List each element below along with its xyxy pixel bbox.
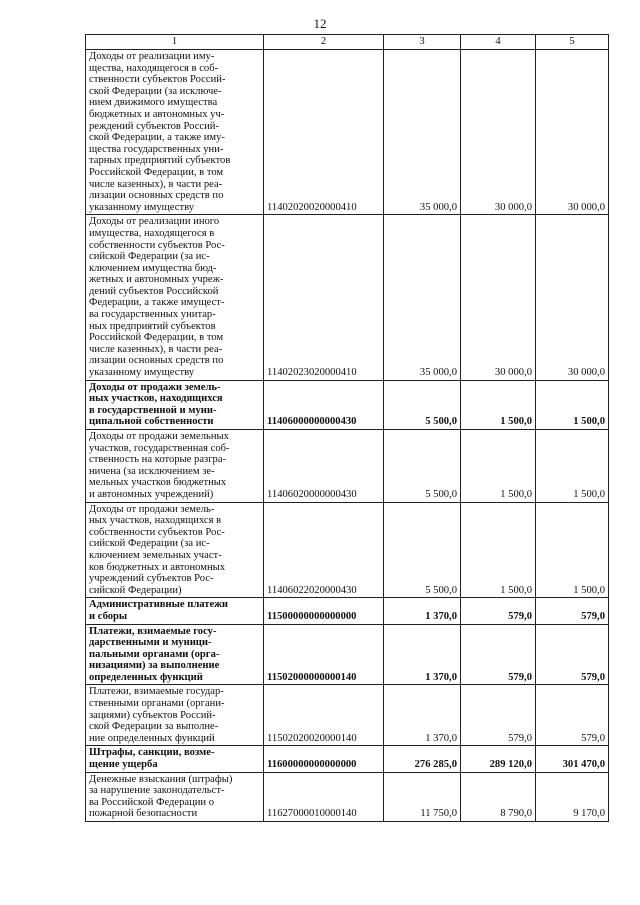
row-name-line: учреждений субъектов Рос-	[89, 573, 214, 585]
row-value-2025-cell: 579,0	[461, 685, 536, 746]
column-header: 5	[536, 35, 609, 50]
row-name-line: ние определенных функций	[89, 732, 215, 744]
row-name-line: лизации основных средств по	[89, 355, 224, 367]
row-name-line: ничена (за исключением зе-	[89, 465, 215, 477]
row-name-line: щение ущерба	[89, 759, 158, 771]
row-code-cell: 11502000000000140	[264, 624, 384, 685]
row-value-2026-cell: 301 470,0	[536, 746, 609, 772]
row-name-line: сийской Федерации (за ис-	[89, 538, 210, 550]
row-name-line: определенных функций	[89, 671, 203, 683]
row-value-2024-cell: 5 500,0	[384, 430, 461, 503]
row-name-line: числе казенных), в части реа-	[89, 343, 223, 355]
row-name-line: сийской Федерации (за ис-	[89, 251, 210, 263]
row-name-line: ных участков, находящихся	[89, 393, 223, 405]
column-header: 4	[461, 35, 536, 50]
row-name-line: ков бюджетных и автономных	[89, 561, 226, 573]
row-name-line: дений субъектов Российской	[89, 285, 219, 297]
row-value-2024-cell: 276 285,0	[384, 746, 461, 772]
row-value-2026-cell: 1 500,0	[536, 430, 609, 503]
table-row	[86, 598, 609, 624]
row-name-line: бюджетных и автономных уч-	[89, 108, 225, 120]
row-code-cell: 11406022020000430	[264, 502, 384, 598]
row-value-2024-cell: 1 370,0	[384, 624, 461, 685]
row-code-cell: 11402020020000410	[264, 50, 384, 215]
row-name-line: собственности субъектов Рос-	[89, 526, 225, 538]
row-value-2026-cell: 579,0	[536, 598, 609, 624]
row-name-cell	[86, 624, 264, 685]
row-name-line: жетных и автономных учреж-	[89, 274, 224, 286]
row-value-2026-cell: 579,0	[536, 624, 609, 685]
row-value-2024-cell: 1 370,0	[384, 598, 461, 624]
row-code-cell: 11500000000000000	[264, 598, 384, 624]
row-name-cell	[86, 772, 264, 821]
row-name-line: Российской Федерации, в том	[89, 332, 224, 344]
row-name-cell	[86, 598, 264, 624]
page-number: 12	[313, 16, 327, 31]
row-code-cell: 11402023020000410	[264, 215, 384, 380]
row-name-line: Доходы от продажи земель-	[89, 381, 221, 393]
row-name-line: ва Российской Федерации о	[89, 796, 215, 808]
row-value-2025-cell: 1 500,0	[461, 502, 536, 598]
row-name-line: Федерации, а также имущест-	[89, 297, 225, 309]
column-header: 3	[384, 35, 461, 50]
row-code-cell: 11406000000000430	[264, 380, 384, 429]
row-value-2025-cell: 1 500,0	[461, 430, 536, 503]
row-name-cell	[86, 50, 264, 215]
row-name-line: ской Федерации за выполне-	[89, 721, 219, 733]
table-row	[86, 685, 609, 746]
row-value-2024-cell: 5 500,0	[384, 380, 461, 429]
row-value-2026-cell: 30 000,0	[536, 215, 609, 380]
row-name-cell	[86, 430, 264, 503]
row-name-cell	[86, 215, 264, 380]
row-name-line: и сборы	[89, 610, 128, 622]
row-value-2024-cell: 1 370,0	[384, 685, 461, 746]
row-name-line: сийской Федерации)	[89, 584, 182, 596]
row-name-line: ственность на которые разгра-	[89, 454, 227, 466]
table-header-row	[86, 35, 609, 50]
row-name-line: ской Федерации (за исключе-	[89, 85, 222, 97]
row-name-line: щества государственных уни-	[89, 143, 224, 155]
row-name-line: ключением имущества бюд-	[89, 262, 217, 274]
row-code-cell: 11600000000000000	[264, 746, 384, 772]
row-value-2025-cell: 579,0	[461, 624, 536, 685]
row-name-line: тарных предприятий субъектов	[89, 155, 231, 167]
row-name-line: ных предприятий субъектов	[89, 320, 216, 332]
row-code-cell: 11502020020000140	[264, 685, 384, 746]
row-code-cell: 11627000010000140	[264, 772, 384, 821]
row-name-line: ключением земельных участ-	[89, 549, 222, 561]
row-value-2026-cell: 1 500,0	[536, 502, 609, 598]
row-value-2026-cell: 579,0	[536, 685, 609, 746]
row-name-cell	[86, 502, 264, 598]
row-name-line: указанному имуществу	[89, 201, 195, 213]
row-name-line: Денежные взыскания (штрафы)	[89, 773, 233, 785]
row-value-2025-cell: 1 500,0	[461, 380, 536, 429]
row-name-cell	[86, 380, 264, 429]
row-name-line: реждений субъектов Россий-	[89, 120, 219, 132]
table-row	[86, 746, 609, 772]
column-header: 2	[264, 35, 384, 50]
row-name-line: Административные платежи	[89, 599, 229, 611]
row-name-line: и автономных учреждений)	[89, 488, 214, 500]
row-name-line: Платежи, взимаемые госу-	[89, 625, 217, 637]
row-name-line: ской Федерации, а также иму-	[89, 132, 225, 144]
row-name-line: пожарной безопасности	[89, 808, 198, 820]
row-value-2026-cell: 9 170,0	[536, 772, 609, 821]
row-value-2024-cell: 11 750,0	[384, 772, 461, 821]
row-name-line: ственными органами (органи-	[89, 698, 225, 710]
row-name-cell	[86, 746, 264, 772]
row-name-line: за нарушение законодательст-	[89, 785, 225, 797]
row-value-2024-cell: 35 000,0	[384, 50, 461, 215]
row-name-line: Доходы от продажи земельных	[89, 431, 229, 442]
table-row	[86, 624, 609, 685]
row-value-2026-cell: 30 000,0	[536, 50, 609, 215]
row-value-2024-cell: 5 500,0	[384, 502, 461, 598]
row-name-line: Доходы от продажи земель-	[89, 503, 215, 515]
row-name-line: Доходы от реализации иму-	[89, 51, 215, 62]
row-name-line: участков, государственная соб-	[89, 442, 230, 454]
row-name-line: ных участков, находящихся в	[89, 515, 222, 527]
table-row	[86, 380, 609, 429]
row-value-2025-cell: 8 790,0	[461, 772, 536, 821]
row-name-line: мельных участков бюджетных	[89, 477, 227, 489]
column-header: 1	[86, 35, 264, 50]
table-row	[86, 215, 609, 380]
row-value-2025-cell: 30 000,0	[461, 50, 536, 215]
row-name-line: указанному имуществу	[89, 367, 195, 379]
row-name-line: собственности субъектов Рос-	[89, 239, 225, 251]
row-value-2026-cell: 1 500,0	[536, 380, 609, 429]
row-name-line: пальными органами (орга-	[89, 648, 220, 660]
row-value-2024-cell: 35 000,0	[384, 215, 461, 380]
row-code-cell: 11406020000000430	[264, 430, 384, 503]
row-name-line: лизации основных средств по	[89, 190, 224, 202]
row-name-line: ва государственных унитар-	[89, 309, 216, 321]
row-name-line: Доходы от реализации иного	[89, 216, 220, 228]
row-name-line: зациями) субъектов Россий-	[89, 709, 216, 721]
row-name-line: имущества, находящегося в	[89, 227, 215, 239]
row-name-line: Платежи, взимаемые государ-	[89, 686, 224, 698]
table-row	[86, 50, 609, 215]
row-value-2025-cell: 579,0	[461, 598, 536, 624]
row-value-2025-cell: 289 120,0	[461, 746, 536, 772]
row-name-line: щества, находящегося в соб-	[89, 62, 219, 74]
row-name-line: Российской Федерации, в том	[89, 166, 224, 178]
budget-table	[85, 34, 609, 822]
table-row	[86, 772, 609, 821]
row-value-2025-cell: 30 000,0	[461, 215, 536, 380]
row-name-line: низациями) за выполнение	[89, 660, 220, 672]
row-name-line: в государственной и муни-	[89, 404, 217, 416]
row-name-line: нием движимого имущества	[89, 97, 218, 109]
row-name-line: Штрафы, санкции, возме-	[89, 747, 215, 759]
row-name-line: ственности субъектов Россий-	[89, 74, 226, 86]
row-name-cell	[86, 685, 264, 746]
row-name-line: дарственными и муници-	[89, 637, 212, 649]
table-row	[86, 430, 609, 503]
table-row	[86, 502, 609, 598]
row-name-line: числе казенных), в части реа-	[89, 178, 223, 190]
row-name-line: ципальной собственности	[89, 416, 214, 428]
